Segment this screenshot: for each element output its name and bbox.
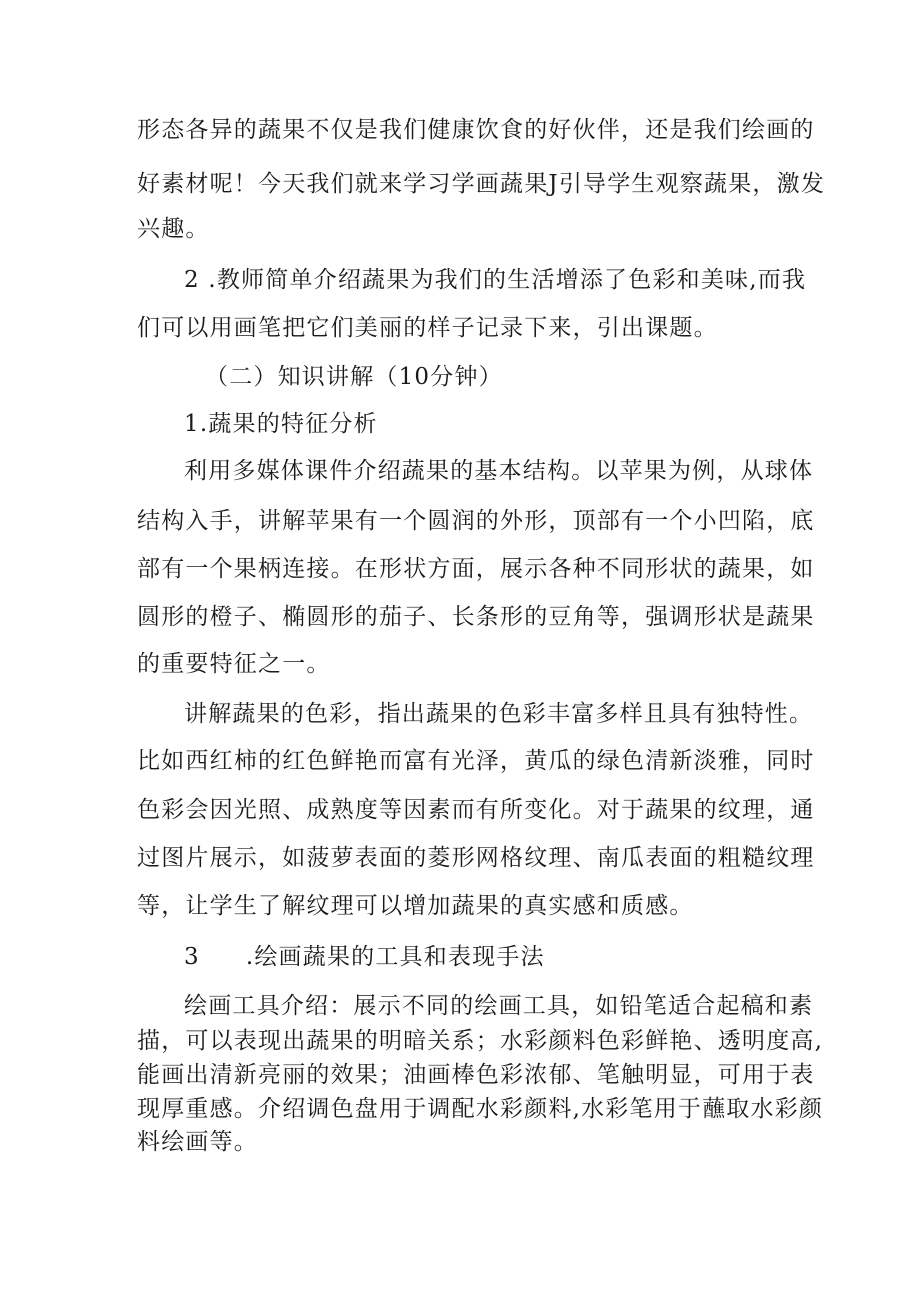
subsection-heading: 1.蔬果的特征分析 [184, 411, 378, 437]
paragraph-line: 现厚重感。介绍调色盘用于调配水彩颜料,水彩笔用于蘸取水彩颜 [137, 1096, 824, 1122]
paragraph-line: 料绘画等。 [137, 1129, 258, 1155]
paragraph-line: 的重要特征之一。 [137, 651, 331, 677]
paragraph-line: 圆形的橙子、椭圆形的茄子、长条形的豆角等，强调形状是蔬果 [137, 604, 815, 630]
paragraph-line: 色彩会因光照、成熟度等因素而有所变化。对于蔬果的纹理，通 [137, 797, 815, 823]
section-heading: （二）知识讲解（10分钟） [205, 364, 503, 390]
paragraph-line: 利用多媒体课件介绍蔬果的基本结构。以苹果为例，从球体 [184, 458, 814, 484]
paragraph-line: 结构入手，讲解苹果有一个圆润的外形，顶部有一个小凹陷，底 [137, 508, 815, 534]
paragraph-line: 等，让学生了解纹理可以增加蔬果的真实感和质感。 [137, 893, 694, 919]
paragraph-line: 能画出清新亮丽的效果；油画棒色彩浓郁、笔触明显，可用于表 [137, 1062, 815, 1088]
paragraph-line: 绘画工具介绍：展示不同的绘画工具，如铅笔适合起稿和素 [184, 993, 814, 1019]
paragraph-line: 们可以用画笔把它们美丽的样子记录下来，引出课题。 [137, 315, 718, 341]
subsection-heading [184, 942, 545, 972]
subsection-number: 3 [184, 944, 200, 970]
paragraph-line: 讲解蔬果的色彩，指出蔬果的色彩丰富多样且具有独特性。 [184, 701, 814, 727]
paragraph-line: 描，可以表现出蔬果的明暗关系；水彩颜料色彩鲜艳、透明度高, [137, 1028, 824, 1054]
paragraph-line: 比如西红柿的红色鲜艳而富有光泽，黄瓜的绿色清新淡雅，同时 [137, 748, 815, 774]
subsection-title: .绘画蔬果的工具和表现手法 [245, 944, 545, 970]
paragraph-line: 兴趣。 [137, 216, 210, 242]
paragraph-line: 过图片展示，如菠萝表面的菱形网格纹理、南瓜表面的粗糙纹理 [137, 845, 815, 871]
paragraph-line: 部有一个果柄连接。在形状方面，展示各种不同形状的蔬果，如 [137, 556, 815, 582]
paragraph-line: 好素材呢！今天我们就来学习学画蔬果J引导学生观察蔬果，激发 [137, 171, 826, 197]
paragraph-line: 2 .教师简单介绍蔬果为我们的生活增添了色彩和美味,而我 [184, 267, 807, 293]
paragraph-line: 形态各异的蔬果不仅是我们健康饮食的好伙伴，还是我们绘画的 [137, 117, 815, 143]
